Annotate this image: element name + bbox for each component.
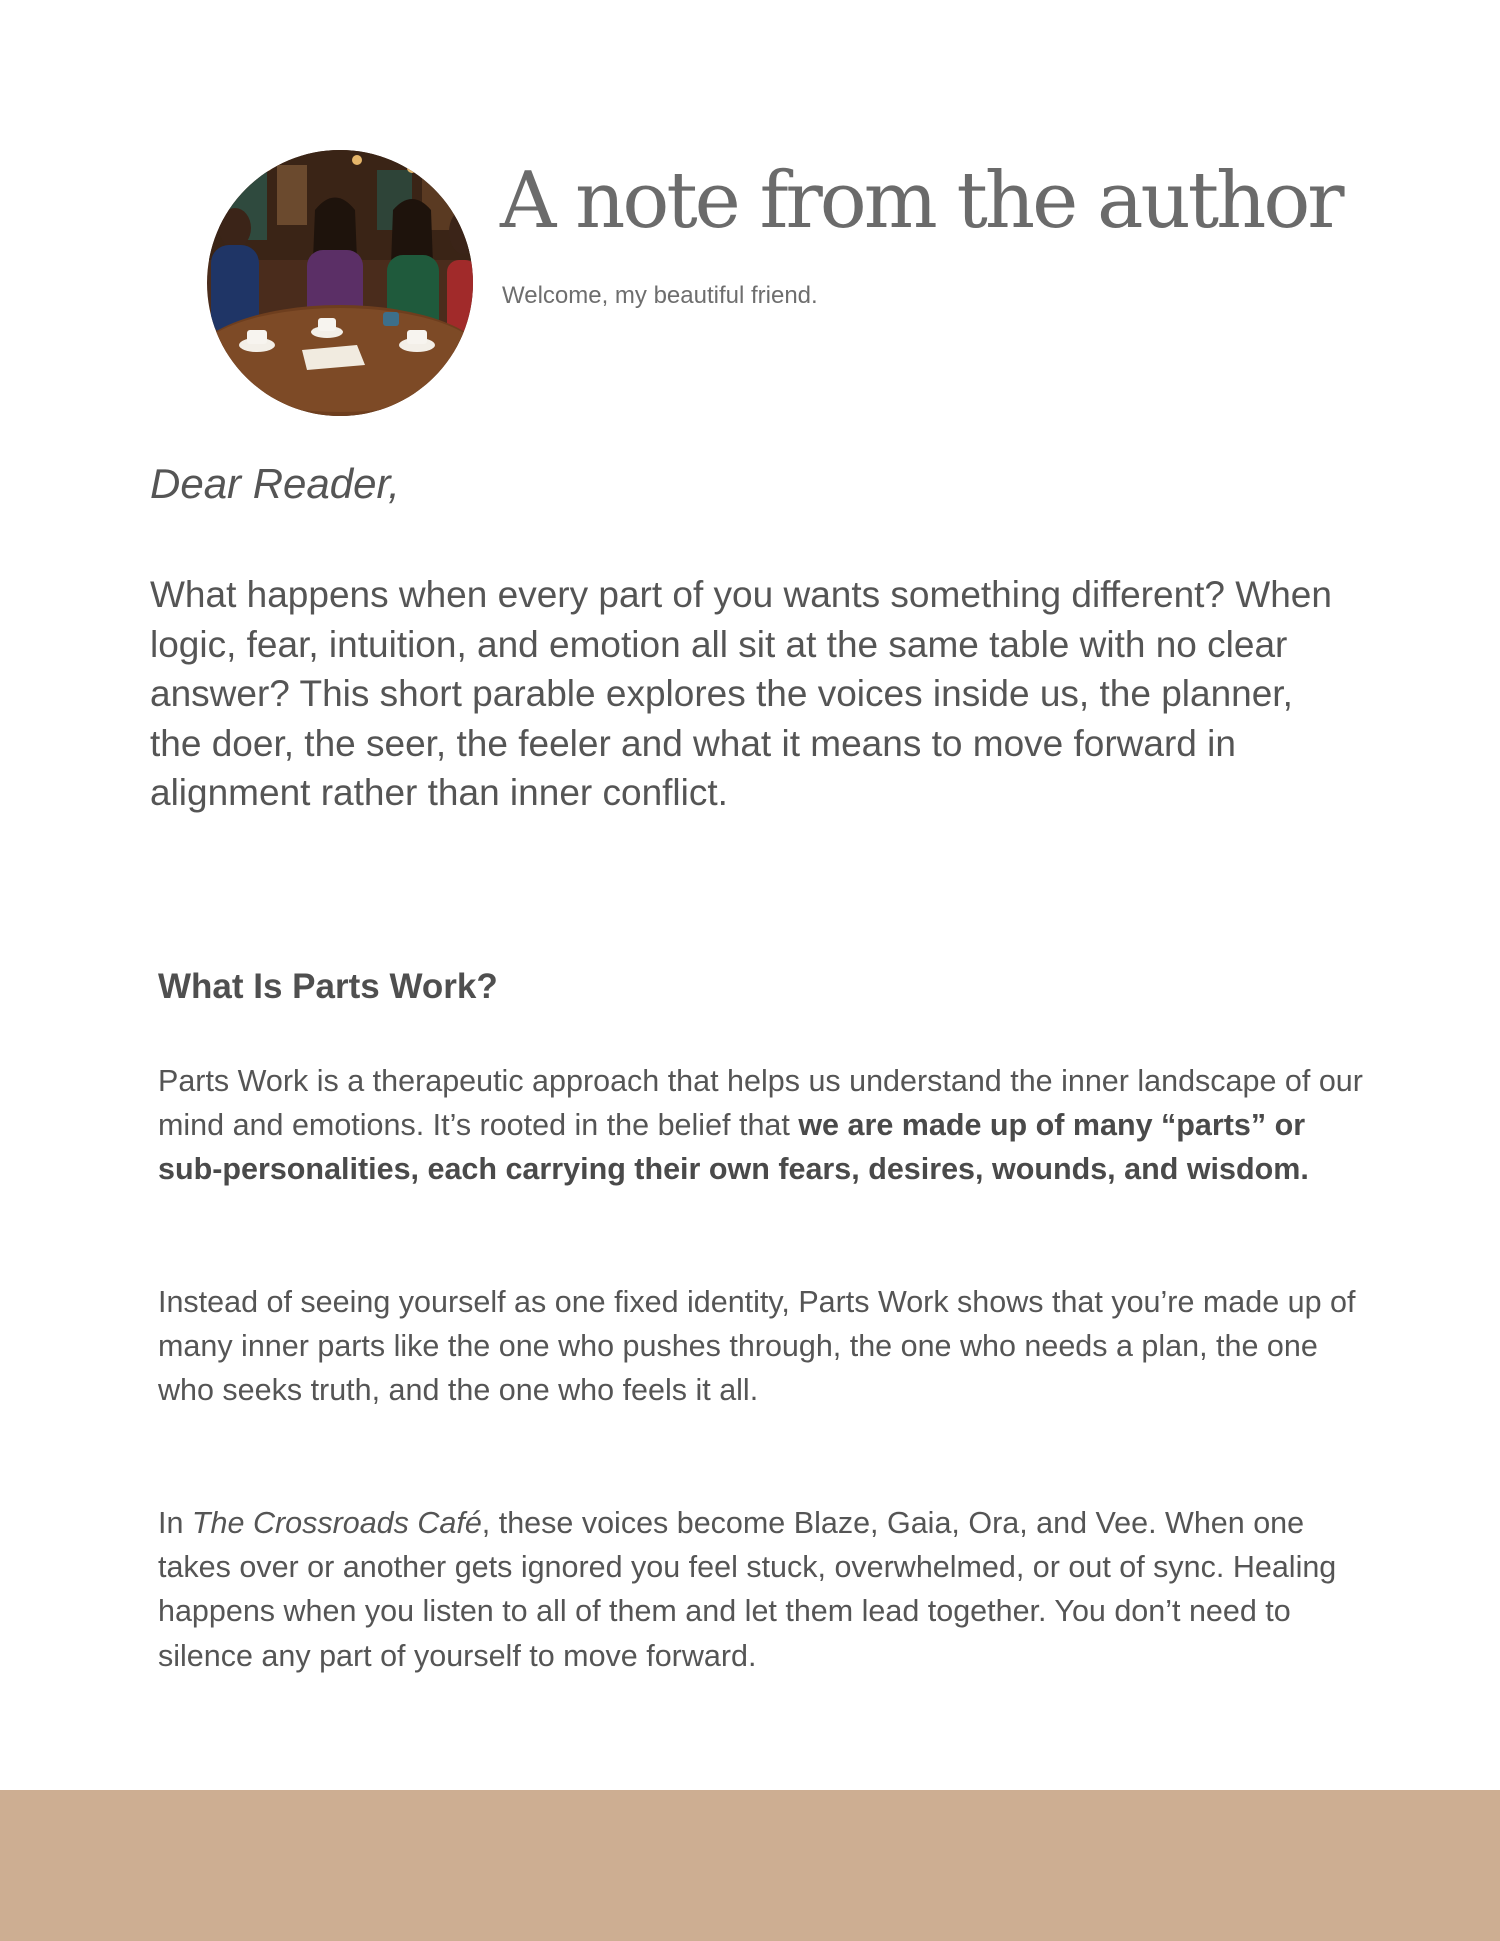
intro-paragraph: What happens when every part of you wants something different? When logic, fear, intuition, and emotion all sit at the same table with no clear answer? This short parable explores the voices inside us, the planner, the doer, the seer, the feeler and what it means to move forward in alignment rather than inner conflict. [150, 574, 1332, 813]
parts-work-explanation-paragraph: Instead of seeing yourself as one fixed identity, Parts Work shows that you’re made up of many inner parts like the one who pushes through, the one who needs a plan, the one who seeks truth, and the one who feels it all. [158, 1285, 1356, 1408]
bold-emphasis: we are made up of many “parts” or sub-personalities, each carrying their own fears, desires, wounds, and wisdom. [158, 1108, 1309, 1187]
section-heading: What Is Parts Work? [158, 967, 498, 1006]
paragraph-text: , these voices become Blaze, Gaia, Ora, and Vee. When one takes over or another gets ignored you feel stuck, overwhelmed, or out of sync. Healing happens when you listen to all of them and let them lead together. You don’t need to silence any part of yourself to move forward. [158, 1506, 1337, 1673]
page-subtitle: Welcome, my beautiful friend. [502, 282, 818, 309]
paragraph-text: In [158, 1506, 192, 1540]
crossroads-cafe-paragraph [158, 1501, 1368, 1678]
author-note-header [207, 150, 1357, 420]
paragraph-text: Parts Work is a therapeutic approach that helps us understand the inner landscape of our mind and emotions. It’s rooted in the belief that [158, 1064, 1363, 1143]
cafe-women-photo [207, 150, 473, 416]
salutation: Dear Reader, [150, 460, 400, 507]
footer-band [0, 1790, 1500, 1941]
page-title: A note from the author [500, 156, 1342, 246]
book-title: The Crossroads Café [191, 1506, 482, 1540]
parts-work-definition-paragraph [158, 1059, 1368, 1192]
